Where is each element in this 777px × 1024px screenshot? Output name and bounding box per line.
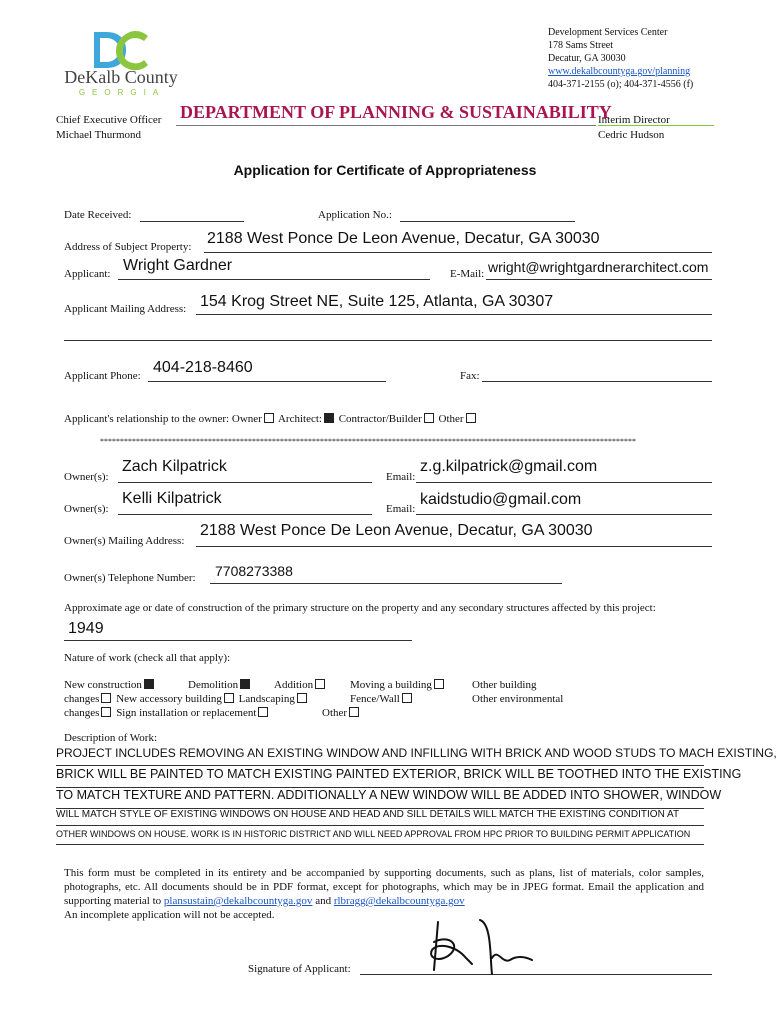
work-sign-checkbox[interactable] xyxy=(258,707,268,717)
work-other-building-label: Other building xyxy=(472,679,537,691)
logo-state-text: GEORGIA xyxy=(78,88,166,97)
submission-notice xyxy=(64,866,704,922)
description-label: Description of Work: xyxy=(64,732,158,744)
owner2-email-line xyxy=(416,514,712,515)
application-no-label: Application No.: xyxy=(318,209,392,221)
work-moving-checkbox[interactable] xyxy=(434,679,444,689)
work-landscaping-checkbox[interactable] xyxy=(297,693,307,703)
owner2-email-label: Email: xyxy=(386,503,416,515)
applicant-signature[interactable] xyxy=(420,912,550,978)
owner1-email-field[interactable]: z.g.kilpatrick@gmail.com xyxy=(420,458,598,475)
rel-architect-checkbox[interactable] xyxy=(324,413,334,423)
owner-phone-line xyxy=(210,583,562,584)
work-addition-checkbox[interactable] xyxy=(315,679,325,689)
rel-other-checkbox[interactable] xyxy=(466,413,476,423)
logo-county-text: DeKalb County xyxy=(64,67,178,87)
work-fence-label: Fence/Wall xyxy=(350,693,400,705)
owner2-email-field[interactable]: kaidstudio@gmail.com xyxy=(420,491,582,508)
department-title: DEPARTMENT OF PLANNING & SUSTAINABILITY xyxy=(180,102,612,122)
work-new-construction-checkbox[interactable] xyxy=(144,679,154,689)
work-other-env-checkbox[interactable] xyxy=(101,707,111,717)
form-title: Application for Certificate of Appropriateness xyxy=(233,162,537,178)
address-field-line xyxy=(204,252,712,253)
work-row-3 xyxy=(64,706,270,720)
rel-owner-label: Owner xyxy=(231,413,262,425)
work-new-construction-label: New construction xyxy=(64,679,142,691)
phone-field-line xyxy=(148,381,386,382)
work-moving-label: Moving a building xyxy=(350,679,432,691)
owner1-email-label: Email: xyxy=(386,471,416,483)
owner2-field[interactable]: Kelli Kilpatrick xyxy=(122,490,222,507)
mailing-field-line2[interactable] xyxy=(64,340,712,341)
work-addition xyxy=(274,678,327,692)
fax-label: Fax: xyxy=(460,370,480,382)
description-line-4[interactable]: WILL MATCH STYLE OF EXISTING WINDOWS ON HOUSE AND HEAD AND SILL DETAILS WILL MATCH THE EXISTING CONDITION AT xyxy=(56,809,704,826)
contact-org: Development Services Center xyxy=(548,27,668,38)
work-other-building-checkbox[interactable] xyxy=(101,693,111,703)
owner2-label: Owner(s): xyxy=(64,503,109,515)
work-sign-label: Sign installation or replacement xyxy=(116,707,257,719)
age-line xyxy=(64,640,412,641)
work-changes-label-2: changes xyxy=(64,707,100,719)
owner2-field-line xyxy=(118,514,372,515)
rel-contractor-label: Contractor/Builder xyxy=(338,413,422,425)
nature-label: Nature of work (check all that apply): xyxy=(64,652,231,664)
director-block xyxy=(598,113,670,143)
notice-end: An incomplete application will not be accepted. xyxy=(64,909,275,921)
email-field-line xyxy=(486,279,712,280)
email-field[interactable]: wright@wrightgardnerarchitect.com xyxy=(488,259,709,275)
description-line-2[interactable]: BRICK WILL BE PAINTED TO MATCH EXISTING PAINTED EXTERIOR, BRICK WILL BE TOOTHED INTO THE EXISTING xyxy=(56,767,704,788)
owner-mailing-field[interactable]: 2188 West Ponce De Leon Avenue, Decatur, GA 30030 xyxy=(200,522,593,539)
work-other-checkbox[interactable] xyxy=(349,707,359,717)
owner1-email-line xyxy=(416,482,712,483)
director-title: Interim Director xyxy=(598,114,670,126)
work-new-accessory-label: New accessory building xyxy=(116,693,222,705)
description-line-3[interactable]: TO MATCH TEXTURE AND PATTERN. ADDITIONALLY A NEW WINDOW WILL BE ADDED INTO SHOWER, WINDOW xyxy=(56,788,704,809)
work-other xyxy=(322,706,361,720)
ceo-title: Chief Executive Officer xyxy=(56,114,162,126)
rlbragg-email-link[interactable]: rlbragg@dekalbcountyga.gov xyxy=(333,895,465,907)
owner1-field-line xyxy=(118,482,372,483)
date-received-field[interactable] xyxy=(140,221,244,222)
notice-text: This form must be completed in its entirety and be accompanied by supporting documents, such as plans, list of materials, color samples, photographs, etc. All documents should be in PDF format, except for photographs, which may be in JPEG format. Email the application and supporting material to xyxy=(64,867,704,907)
work-moving xyxy=(350,678,446,692)
date-received-label: Date Received: xyxy=(64,209,132,221)
work-other-label: Other xyxy=(322,707,348,719)
applicant-field-line xyxy=(118,279,430,280)
work-other-env-label: Other environmental xyxy=(472,693,564,705)
work-row-1 xyxy=(64,678,156,692)
director-name: Cedric Hudson xyxy=(598,129,665,141)
applicant-field[interactable]: Wright Gardner xyxy=(123,257,233,274)
contact-city: Decatur, GA 30030 xyxy=(548,53,626,64)
ceo-name: Michael Thurmond xyxy=(56,129,142,141)
address-label: Address of Subject Property: xyxy=(64,241,192,253)
work-fence-checkbox[interactable] xyxy=(402,693,412,703)
email-label: E-Mail: xyxy=(450,268,485,280)
owner-mailing-label: Owner(s) Mailing Address: xyxy=(64,535,185,547)
owner-mailing-line xyxy=(196,546,712,547)
rel-owner-checkbox[interactable] xyxy=(264,413,274,423)
work-changes-label-1: changes xyxy=(64,693,100,705)
owner1-field[interactable]: Zach Kilpatrick xyxy=(122,458,227,475)
contact-phone: 404-371-2155 (o); 404-371-4556 (f) xyxy=(548,79,694,90)
relationship-label: Applicant's relationship to the owner: xyxy=(64,413,230,425)
age-label: Approximate age or date of construction of the primary structure on the property and any secondary structures affected by this project: xyxy=(64,602,656,614)
work-demolition-checkbox[interactable] xyxy=(240,679,250,689)
owner1-label: Owner(s): xyxy=(64,471,109,483)
header-divider xyxy=(176,125,596,126)
owner-phone-label: Owner(s) Telephone Number: xyxy=(64,572,196,584)
planning-link[interactable]: www.dekalbcountyga.gov/planning xyxy=(548,66,691,77)
fax-field[interactable] xyxy=(482,381,712,382)
address-field[interactable]: 2188 West Ponce De Leon Avenue, Decatur, GA 30030 xyxy=(207,230,600,247)
contact-street: 178 Sams Street xyxy=(548,40,613,51)
contact-block xyxy=(548,26,693,91)
mailing-field-line xyxy=(196,314,712,315)
notice-and: and xyxy=(315,895,332,907)
relationship-row xyxy=(64,413,478,425)
separator-stars: ************************************************************************************************************************************** xyxy=(100,437,636,446)
ceo-block xyxy=(56,113,161,143)
rel-contractor-checkbox[interactable] xyxy=(424,413,434,423)
owner-phone-field[interactable]: 7708273388 xyxy=(215,563,293,579)
work-demolition xyxy=(188,678,252,692)
work-addition-label: Addition xyxy=(274,679,314,691)
application-no-field[interactable] xyxy=(400,221,575,222)
work-new-accessory-checkbox[interactable] xyxy=(224,693,234,703)
phone-label: Applicant Phone: xyxy=(64,370,141,382)
mailing-label: Applicant Mailing Address: xyxy=(64,303,187,315)
description-line-5[interactable]: OTHER WINDOWS ON HOUSE. WORK IS IN HISTORIC DISTRICT AND WILL NEED APPROVAL FROM HPC PRIOR TO BUILDING PERMIT APPLICATION xyxy=(56,829,704,845)
signature-label: Signature of Applicant: xyxy=(248,963,351,975)
work-landscaping-label: Landscaping xyxy=(238,693,295,705)
work-row-2 xyxy=(64,692,309,706)
description-line-1[interactable]: PROJECT INCLUDES REMOVING AN EXISTING WINDOW AND INFILLING WITH BRICK AND WOOD STUDS TO MACH EXISTING, xyxy=(56,746,704,766)
rel-architect-label: Architect: xyxy=(277,413,322,425)
rel-other-label: Other xyxy=(438,413,464,425)
applicant-label: Applicant: xyxy=(64,268,111,280)
age-field[interactable]: 1949 xyxy=(68,620,104,637)
work-demolition-label: Demolition xyxy=(188,679,239,691)
phone-field[interactable]: 404-218-8460 xyxy=(153,359,253,376)
work-fence xyxy=(350,692,414,706)
plansustain-email-link[interactable]: plansustain@dekalbcountyga.gov xyxy=(163,895,313,907)
mailing-field[interactable]: 154 Krog Street NE, Suite 125, Atlanta, GA 30307 xyxy=(200,293,554,310)
